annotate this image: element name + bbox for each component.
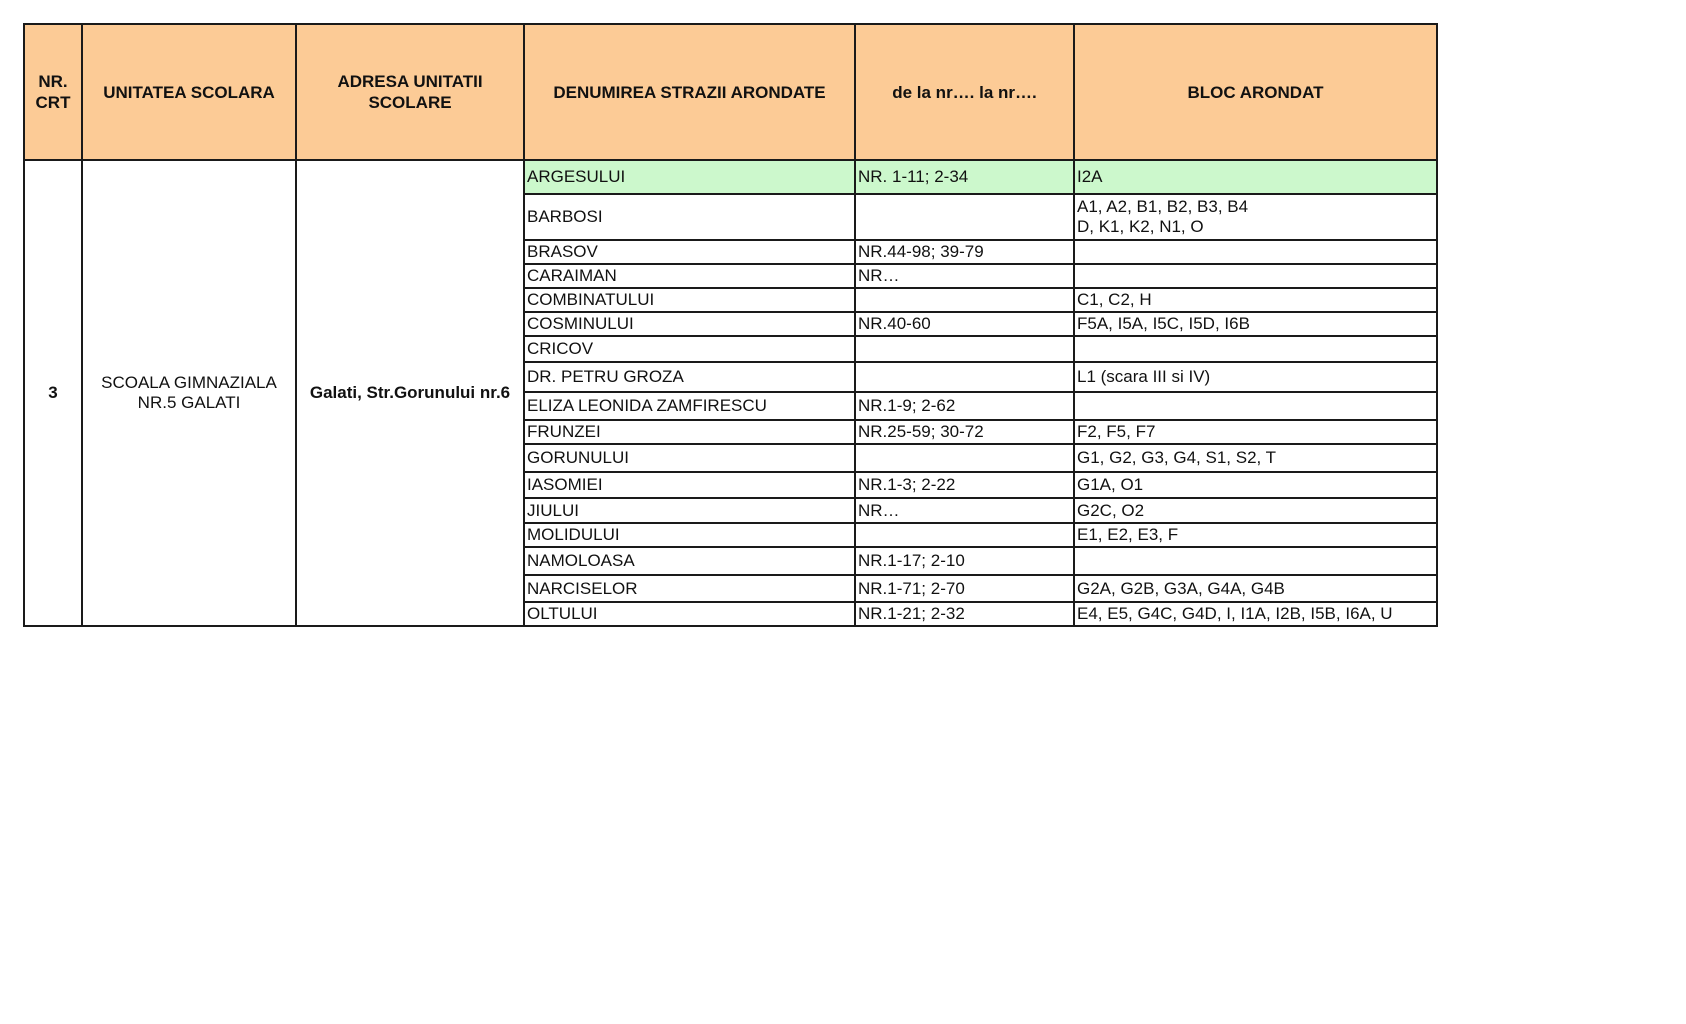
numbers-cell <box>855 523 1074 547</box>
assignment-sheet <box>23 23 1436 627</box>
numbers-cell: NR.1-17; 2-10 <box>855 547 1074 575</box>
blocks-cell: I2A <box>1074 160 1437 194</box>
street-cell: ELIZA LEONIDA ZAMFIRESCU <box>524 392 855 420</box>
header-unitatea-scolara: UNITATEA SCOLARA <box>82 24 296 160</box>
numbers-cell: NR.40-60 <box>855 312 1074 336</box>
street-cell: BARBOSI <box>524 194 855 240</box>
numbers-cell: NR.1-9; 2-62 <box>855 392 1074 420</box>
blocks-cell <box>1074 264 1437 288</box>
street-assignment-table <box>23 23 1438 627</box>
numbers-cell <box>855 336 1074 362</box>
blocks-cell: F2, F5, F7 <box>1074 420 1437 444</box>
unit-address-cell: Galati, Str.Gorunului nr.6 <box>296 160 524 626</box>
street-cell: IASOMIEI <box>524 472 855 498</box>
numbers-cell: NR.25-59; 30-72 <box>855 420 1074 444</box>
street-cell: COMBINATULUI <box>524 288 855 312</box>
street-cell: ARGESULUI <box>524 160 855 194</box>
numbers-cell <box>855 444 1074 472</box>
street-cell: OLTULUI <box>524 602 855 626</box>
table-row <box>24 160 1437 194</box>
numbers-cell: NR.1-21; 2-32 <box>855 602 1074 626</box>
blocks-cell: G1, G2, G3, G4, S1, S2, T <box>1074 444 1437 472</box>
unit-number-cell: 3 <box>24 160 82 626</box>
street-cell: COSMINULUI <box>524 312 855 336</box>
numbers-cell: NR.1-3; 2-22 <box>855 472 1074 498</box>
blocks-cell: E1, E2, E3, F <box>1074 523 1437 547</box>
street-cell: CARAIMAN <box>524 264 855 288</box>
street-cell: DR. PETRU GROZA <box>524 362 855 392</box>
street-cell: FRUNZEI <box>524 420 855 444</box>
blocks-cell: G2C, O2 <box>1074 498 1437 523</box>
blocks-cell: L1 (scara III si IV) <box>1074 362 1437 392</box>
blocks-cell: A1, A2, B1, B2, B3, B4 D, K1, K2, N1, O <box>1074 194 1437 240</box>
header-bloc-arondat: BLOC ARONDAT <box>1074 24 1437 160</box>
blocks-cell: E4, E5, G4C, G4D, I, I1A, I2B, I5B, I6A, U <box>1074 602 1437 626</box>
street-cell: GORUNULUI <box>524 444 855 472</box>
street-cell: NAMOLOASA <box>524 547 855 575</box>
unit-name-cell: SCOALA GIMNAZIALA NR.5 GALATI <box>82 160 296 626</box>
header-adresa-unitatii: ADRESA UNITATII SCOLARE <box>296 24 524 160</box>
table-body <box>24 160 1437 626</box>
street-cell: BRASOV <box>524 240 855 264</box>
numbers-cell: NR… <box>855 498 1074 523</box>
numbers-cell <box>855 362 1074 392</box>
numbers-cell <box>855 194 1074 240</box>
blocks-cell <box>1074 240 1437 264</box>
street-cell: NARCISELOR <box>524 575 855 602</box>
numbers-cell <box>855 288 1074 312</box>
header-row <box>24 24 1437 160</box>
numbers-cell: NR… <box>855 264 1074 288</box>
blocks-cell: G1A, O1 <box>1074 472 1437 498</box>
blocks-cell: C1, C2, H <box>1074 288 1437 312</box>
numbers-cell: NR. 1-11; 2-34 <box>855 160 1074 194</box>
street-cell: MOLIDULUI <box>524 523 855 547</box>
numbers-cell: NR.1-71; 2-70 <box>855 575 1074 602</box>
header-denumirea-strazii: DENUMIREA STRAZII ARONDATE <box>524 24 855 160</box>
blocks-cell <box>1074 547 1437 575</box>
header-nr-crt: NR. CRT <box>24 24 82 160</box>
blocks-cell <box>1074 336 1437 362</box>
numbers-cell: NR.44-98; 39-79 <box>855 240 1074 264</box>
street-cell: CRICOV <box>524 336 855 362</box>
street-cell: JIULUI <box>524 498 855 523</box>
blocks-cell: G2A, G2B, G3A, G4A, G4B <box>1074 575 1437 602</box>
header-numere-range: de la nr…. la nr…. <box>855 24 1074 160</box>
blocks-cell: F5A, I5A, I5C, I5D, I6B <box>1074 312 1437 336</box>
blocks-cell <box>1074 392 1437 420</box>
